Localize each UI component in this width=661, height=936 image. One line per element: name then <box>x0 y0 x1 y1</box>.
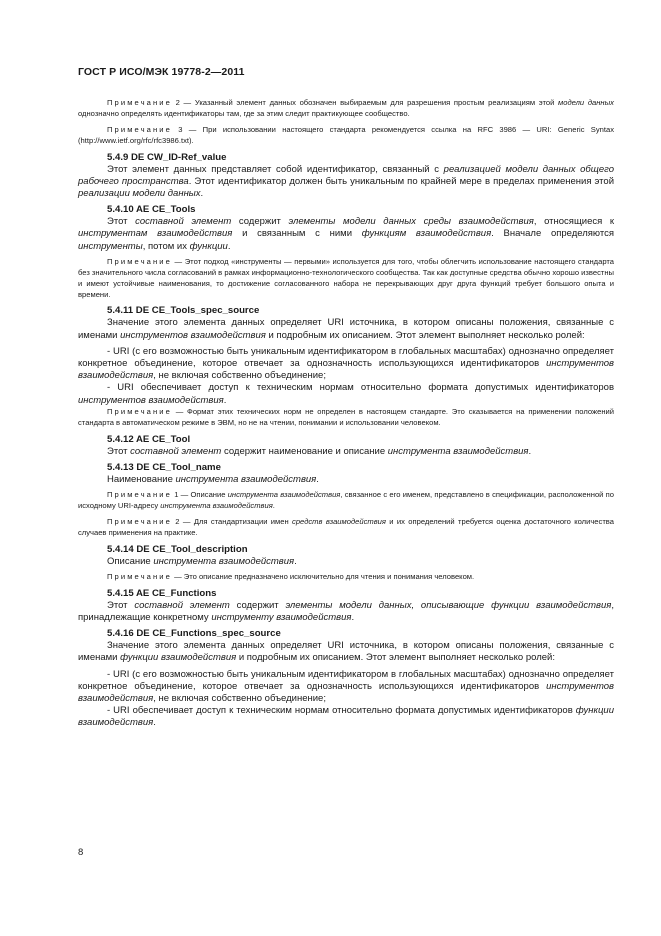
italic-term: составной элемент <box>134 599 230 611</box>
section-heading <box>78 152 614 164</box>
text-run: и их определений требуется оценка достаточного количества случаев применения на практике. <box>78 516 614 537</box>
text-run: Этот <box>107 216 136 228</box>
italic-term: функциям взаимодействия <box>361 228 492 240</box>
note-paragraph <box>78 257 614 301</box>
text-run: . <box>223 394 227 406</box>
note-label: Примечание <box>107 406 172 416</box>
text-run: 5.4.12 AE CE_Tool <box>107 433 191 445</box>
body-paragraph <box>78 556 614 568</box>
italic-term: инструменты <box>78 240 143 252</box>
text-run: Этот элемент данных представляет собой идентификатор, связанный с <box>107 163 444 175</box>
italic-term: составной элемент <box>135 216 232 228</box>
text-run: . Этот идентификатор должен быть уникальным по крайней мере в пределах применения этой <box>188 175 614 187</box>
text-run: . <box>153 717 156 729</box>
text-run: и подробным их описанием. Этот элемент выполняет несколько ролей: <box>265 329 585 341</box>
text-run: 3 — При использовании настоящего стандарта рекомендуется ссылка на RFC 3986 — URI: Generic Syntax (http://www.ietf.org/rfc/rfc3986.txt). <box>78 124 614 145</box>
italic-term: реализации модели данных <box>78 188 201 200</box>
italic-term: инструмента взаимодействия <box>175 473 317 485</box>
italic-term: функции взаимодействия <box>78 705 614 729</box>
italic-term: инструмента взаимодействия <box>160 501 273 511</box>
list-item <box>78 705 614 729</box>
text-run: однозначно определять идентификаторы там, где за этим следит практикующее сообщество. <box>78 108 410 118</box>
text-run: , не включая собственно объединение; <box>153 370 326 382</box>
italic-term: инструменту взаимодействия <box>211 612 352 624</box>
text-run: 1 — Описание <box>171 490 228 500</box>
note-label: Примечание <box>107 516 172 526</box>
text-run: - URI обеспечивает доступ к техническим нормам относительно формата допустимых идентификаторов <box>107 382 614 394</box>
italic-term: модели данных <box>558 98 614 107</box>
note-paragraph <box>78 517 614 539</box>
section-heading <box>78 434 614 446</box>
italic-term: инструментов взаимодействия <box>78 680 614 705</box>
text-run: - URI (с его возможностью быть уникальным идентификатором в глобальных масштабах) однозначно определяет конкретное объединение, которое отвечает за однозначность использующихся идентификаторов <box>78 345 614 370</box>
text-run: , не включая собственно объединение; <box>153 693 326 705</box>
italic-term: реализацией модели данных общего рабочего пространства <box>78 163 614 187</box>
text-run: , потом их <box>142 240 190 252</box>
body-paragraph <box>78 216 614 253</box>
italic-term: инструментов взаимодействия <box>78 394 224 406</box>
text-run: Значение этого элемента данных определяет URI источника, в котором описаны положения, связанные с именами <box>78 640 614 664</box>
section-heading <box>78 204 614 216</box>
text-run: Наименование <box>107 473 176 485</box>
list-item <box>78 382 614 406</box>
note-paragraph <box>78 98 614 120</box>
body-paragraph <box>78 640 614 664</box>
text-run: 5.4.14 DE CE_Tool_description <box>107 543 248 555</box>
text-run: , связанное с его именем, представлено в спецификации, расположенной по исходному URI-адресу <box>78 490 614 511</box>
note-paragraph <box>78 572 614 583</box>
body-paragraph <box>78 446 614 458</box>
note-label: Примечание <box>107 256 172 266</box>
text-run: содержит <box>229 599 286 611</box>
italic-term: средств взаимодействия <box>292 516 386 526</box>
note-paragraph <box>78 125 614 147</box>
italic-term: инструмента взаимодействия <box>153 555 295 567</box>
text-run: . <box>316 473 319 485</box>
italic-term: функции взаимодействия <box>120 652 237 664</box>
section-heading <box>78 588 614 600</box>
text-run: - URI обеспечивает доступ к техническим нормам относительно формата допустимых идентификаторов <box>107 705 576 717</box>
section-heading <box>78 305 614 317</box>
page-body <box>78 98 614 730</box>
text-run: 5.4.16 DE CE_Functions_spec_source <box>107 628 281 640</box>
running-header: ГОСТ Р ИСО/МЭК 19778-2—2011 <box>78 66 245 78</box>
note-label: Примечание <box>107 490 172 500</box>
italic-term: элементы модели данных, описывающие функции взаимодействия <box>285 599 612 611</box>
text-run: . <box>227 240 231 252</box>
text-run: , принадлежащие конкретному <box>78 599 614 624</box>
text-run: 2 — Для стандартизации имен <box>171 516 293 526</box>
italic-term: составной элемент <box>130 445 222 457</box>
text-run: и связанным с ними <box>232 228 362 240</box>
text-run: — Формат этих технических норм не определен в настоящем стандарте. Это сказывается на применении положений стандарта в автоматическом режиме в ЭВМ, но не на чтении, понимании и использовании человеком. <box>78 406 614 427</box>
italic-term: функции <box>189 240 228 252</box>
section-heading <box>78 462 614 474</box>
text-run: - URI (с его возможностью быть уникальным идентификатором в глобальных масштабах) однозначно определяет конкретное объединение, которое отвечает за однозначность использующихся идентификаторов <box>78 668 614 692</box>
note-paragraph <box>78 490 614 512</box>
section-heading <box>78 628 614 640</box>
italic-term: инструментам взаимодействия <box>78 228 233 240</box>
text-run: 2 — Указанный элемент данных обозначен выбираемым для разрешения простым реализациям этой <box>171 98 559 107</box>
italic-term: элементы модели данных среды взаимодействия <box>288 216 534 228</box>
text-run: 5.4.11 DE CE_Tools_spec_source <box>107 305 260 317</box>
body-paragraph <box>78 164 614 201</box>
list-item <box>78 346 614 383</box>
text-run: — Это описание предназначено исключительно для чтения и понимания человеком. <box>171 571 475 581</box>
list-item <box>78 669 614 706</box>
page-number: 8 <box>78 847 84 858</box>
text-run: Этот <box>107 599 135 611</box>
text-run: . Вначале определяются <box>491 228 614 240</box>
body-paragraph <box>78 317 614 341</box>
text-run: и подробным их описанием. Этот элемент выполняет несколько ролей: <box>236 652 555 664</box>
italic-term: инструмента взаимодействия <box>387 445 529 457</box>
text-run: — Этот подход «инструменты — первыми» используется для того, чтобы облегчить использование настоящего стандарта без значительного числа согласований в рамках информационно-технологического сообщества. Так как доступные средства обычно хорошо известны и имеют устойчивые наименования, то достижение согласованного набора не перекрывающих друг друга функций требует большого опыта и времени. <box>78 256 614 299</box>
italic-term: инструментов взаимодействия <box>78 358 614 382</box>
text-run: 5.4.15 AE CE_Functions <box>107 587 217 599</box>
body-paragraph <box>78 600 614 624</box>
text-run: содержит наименование и описание <box>221 445 388 457</box>
note-label: Примечание <box>107 571 172 581</box>
text-run: 5.4.13 DE CE_Tool_name <box>107 461 221 473</box>
note-label: Примечание <box>107 124 172 134</box>
text-run: . <box>294 555 297 567</box>
italic-term: инструментов взаимодействия <box>120 329 266 341</box>
text-run: , относящиеся к <box>533 216 614 228</box>
text-run: . <box>200 188 204 200</box>
text-run: Значение этого элемента данных определяет URI источника, в котором описаны положения, связанные с именами <box>78 317 614 341</box>
italic-term: инструмента взаимодействия <box>227 490 341 500</box>
note-paragraph <box>78 407 614 429</box>
note-label: Примечание <box>107 98 172 107</box>
text-run: Описание <box>107 555 154 567</box>
section-heading <box>78 544 614 556</box>
body-paragraph <box>78 474 614 486</box>
text-run: 5.4.9 DE CW_ID-Ref_value <box>107 151 227 163</box>
text-run: . <box>528 445 532 457</box>
text-run: содержит <box>231 216 289 228</box>
text-run: Этот <box>107 445 131 457</box>
text-run: . <box>351 612 355 624</box>
text-run: 5.4.10 AE CE_Tools <box>107 204 196 216</box>
text-run: . <box>272 501 275 511</box>
